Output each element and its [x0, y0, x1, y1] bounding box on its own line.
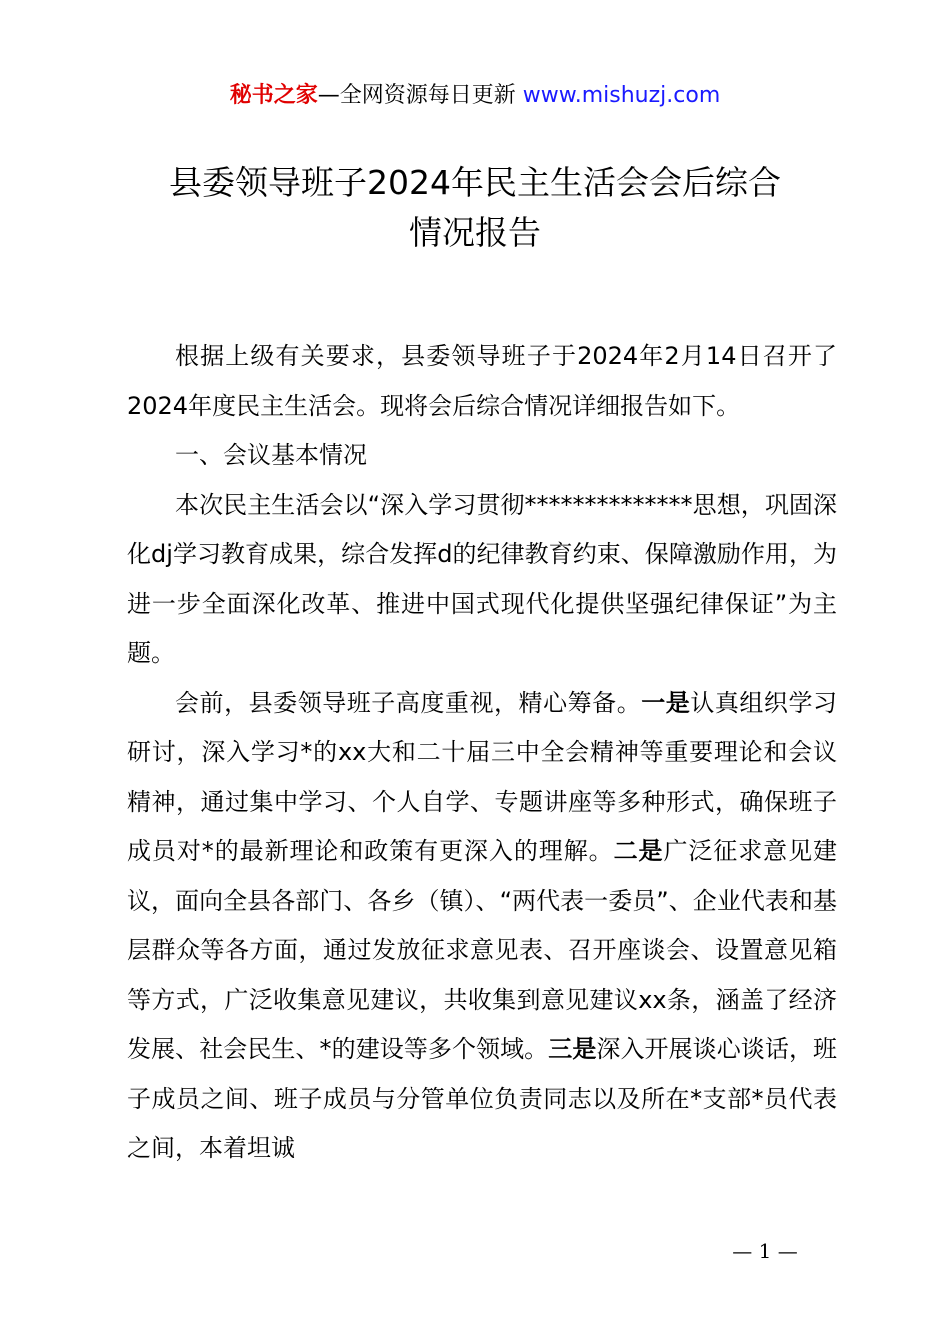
site-url-link[interactable]: www.mishuzj.com [522, 83, 721, 108]
point-label-1: 一是 [641, 688, 691, 717]
paragraph-preparation [127, 679, 837, 1174]
brand-name: 秘书之家 [229, 83, 318, 108]
point-label-3: 三是 [548, 1035, 597, 1063]
paragraph-intro: 根据上级有关要求，县委领导班子于2024年2月14日召开了2024年度民主生活会。现将会后综合情况详细报告如下。 [127, 342, 837, 420]
title-line-2: 情况报告 [409, 213, 541, 252]
header-tagline: —全网资源每日更新 [317, 83, 523, 108]
paragraph-text: 会前，县委领导班子高度重视，精心筹备。 [175, 688, 642, 717]
point-label-2: 二是 [613, 837, 664, 865]
paragraph-theme: 本次民主生活会以“深入学习贯彻**************思想，巩固深化dj学习教育成果，综合发挥d的纪律教育约束、保障激励作用，为进一步全面深化改革、推进中国式现代化提供坚强纪律保证”为主题。 [127, 490, 837, 667]
section-heading-1: 一、会议基本情况 [175, 441, 367, 469]
document-title [100, 158, 850, 258]
site-header [0, 80, 950, 112]
document-body [127, 332, 837, 1174]
paragraph-text: 认真组织学习研讨，深入学习*的xx大和二十届三中全会精神等重要理论和会议精神，通过集中学习、个人自学、专题讲座等多种形式，确保班子成员对*的最新理论和政策有更深入的理解。 [127, 688, 838, 865]
paragraph-text: 深入开展谈心谈话，班子成员之间、班子成员与分管单位负责同志以及所在*支部*员代表之间，本着坦诚 [127, 1035, 838, 1162]
paragraph-text: 广泛征求意见建议，面向全县各部门、各乡（镇）、“两代表一委员”、企业代表和基层群众等各方面，通过发放征求意见表、召开座谈会、设置意见箱等方式，广泛收集意见建议，共收集到意见建议xx条，涵盖了经济发展、社会民生、*的建设等多个领域。 [127, 837, 838, 1063]
page-number: — 1 — [732, 1239, 798, 1263]
title-line-1: 县委领导班子2024年民主生活会会后综合 [169, 163, 781, 202]
